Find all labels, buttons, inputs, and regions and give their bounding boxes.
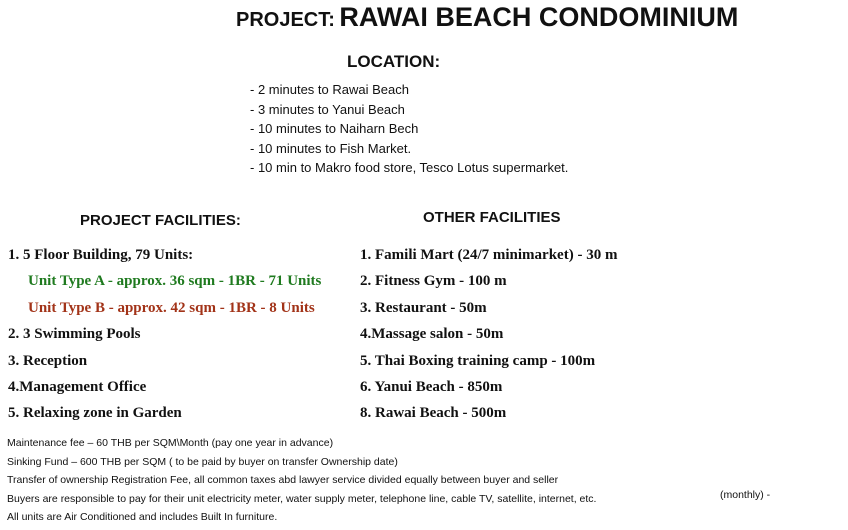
facility-item: 2. 3 Swimming Pools: [8, 326, 141, 343]
location-item: - 2 minutes to Rawai Beach: [250, 82, 409, 97]
other-facility-item: 6. Yanui Beach - 850m: [360, 379, 503, 396]
facility-item: 1. 5 Floor Building, 79 Units:: [8, 247, 194, 263]
other-facilities-list: [360, 242, 617, 427]
unit-type-a: Unit Type A - approx. 36 sqm - 1BR - 71 Units: [28, 273, 322, 290]
location-list: [250, 80, 568, 178]
location-item: - 10 min to Makro food store, Tesco Lotus supermarket.: [250, 160, 569, 175]
facility-item: 4.Management Office: [8, 379, 147, 396]
project-title-name: RAWAI BEACH CONDOMINIUM: [339, 2, 739, 32]
other-facility-item: 2. Fitness Gym - 100 m: [360, 273, 507, 290]
other-facility-item: 8. Rawai Beach - 500m: [360, 405, 507, 422]
notes-block: [7, 434, 596, 527]
location-item: - 3 minutes to Yanui Beach: [250, 101, 405, 117]
project-facilities-list: [8, 242, 321, 427]
other-facility-item: 3. Restaurant - 50m: [360, 299, 487, 316]
facility-item: 3. Reception: [8, 352, 88, 369]
other-facility-item: 4.Massage salon - 50m: [360, 326, 504, 343]
other-facility-item: 5. Thai Boxing training camp - 100m: [360, 352, 596, 369]
project-facilities-heading: PROJECT FACILITIES:: [80, 212, 241, 229]
other-facility-item: 1. Famili Mart (24/7 minimarket) - 30 m: [360, 247, 618, 263]
note-transfer-fee: Transfer of ownership Registration Fee, all common taxes abd lawyer service divided equally between buyer and seller: [7, 474, 559, 487]
note-air-conditioned: All units are Air Conditioned and includes Built In furniture.: [7, 511, 278, 524]
location-heading: LOCATION:: [347, 52, 441, 71]
note-sinking-fund: Sinking Fund – 600 THB per SQM ( to be paid by buyer on transfer Ownership date): [7, 455, 398, 468]
facility-item: 5. Relaxing zone in Garden: [8, 405, 182, 422]
other-facilities-heading: OTHER FACILITIES: [423, 209, 561, 226]
location-item: - 10 minutes to Naiharn Bech: [250, 121, 419, 136]
note-buyer-responsibilities: Buyers are responsible to pay for their unit electricity meter, water supply meter, telephone line, cable TV, satellite, internet, etc.: [7, 492, 597, 505]
unit-type-b: Unit Type B - approx. 42 sqm - 1BR - 8 Units: [28, 299, 315, 316]
project-title: [236, 2, 738, 33]
monthly-note: (monthly) -: [720, 489, 771, 501]
note-maintenance-fee: Maintenance fee – 60 THB per SQM\Month (pay one year in advance): [7, 437, 334, 449]
location-item: - 10 minutes to Fish Market.: [250, 140, 412, 156]
project-title-prefix: PROJECT:: [236, 9, 335, 31]
